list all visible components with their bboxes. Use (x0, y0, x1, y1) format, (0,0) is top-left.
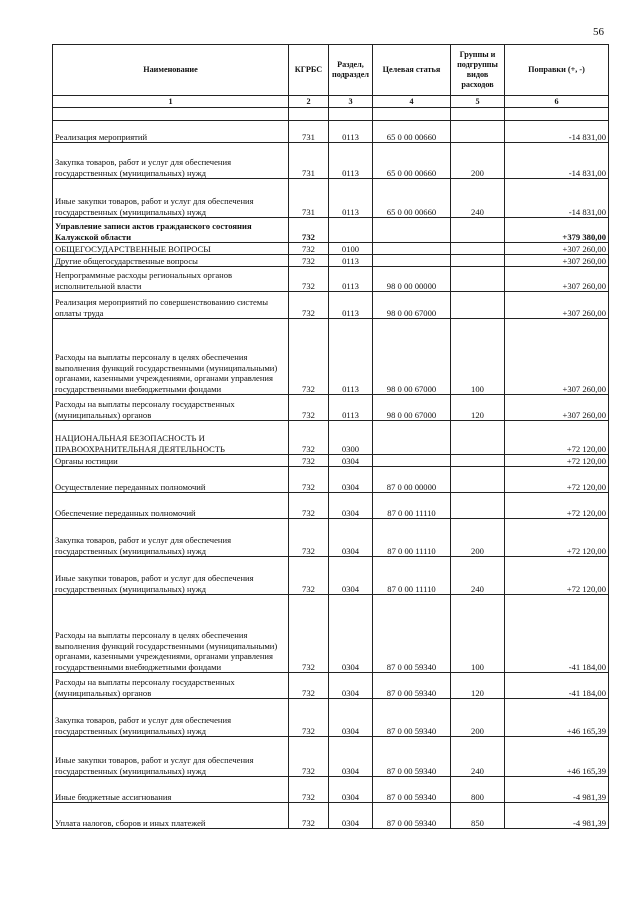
row-kgrbs: 732 (289, 267, 329, 292)
row-kgrbs: 732 (289, 319, 329, 395)
row-section: 0113 (329, 395, 373, 421)
row-kgrbs: 732 (289, 421, 329, 455)
table-row (53, 699, 609, 737)
page-number: 56 (593, 26, 604, 38)
header-section: Раздел, подраздел (329, 45, 373, 96)
row-amount: +72 120,00 (505, 493, 609, 519)
row-section: 0304 (329, 519, 373, 557)
row-amount: -4 981,39 (505, 803, 609, 829)
row-amount: -41 184,00 (505, 673, 609, 699)
table-row (53, 467, 609, 493)
row-section: 0304 (329, 455, 373, 467)
row-group: 800 (451, 777, 505, 803)
row-target: 98 0 00 67000 (373, 319, 451, 395)
row-section (329, 218, 373, 243)
row-name: Расходы на выплаты персоналу в целях обеспечения выполнения функций государственными (муниципальными) органами, казенными учреждениями, органами управления государственными внебюджетными фондами (53, 595, 289, 673)
row-name: Расходы на выплаты персоналу государственных (муниципальных) органов (53, 673, 289, 699)
row-section: 0100 (329, 243, 373, 255)
table-row (53, 179, 609, 218)
row-group (451, 467, 505, 493)
column-number: 4 (373, 96, 451, 108)
row-name: Закупка товаров, работ и услуг для обеспечения государственных (муниципальных) нужд (53, 699, 289, 737)
row-kgrbs: 732 (289, 673, 329, 699)
row-group: 100 (451, 595, 505, 673)
column-number: 5 (451, 96, 505, 108)
row-target: 98 0 00 00000 (373, 267, 451, 292)
row-kgrbs: 732 (289, 595, 329, 673)
row-amount: +307 260,00 (505, 319, 609, 395)
row-name: Органы юстиции (53, 455, 289, 467)
row-section: 0304 (329, 777, 373, 803)
row-amount: +307 260,00 (505, 395, 609, 421)
row-target (373, 243, 451, 255)
row-amount: +307 260,00 (505, 267, 609, 292)
table-row (53, 292, 609, 319)
table-row (53, 143, 609, 179)
row-target: 87 0 00 59340 (373, 673, 451, 699)
row-target: 87 0 00 11110 (373, 557, 451, 595)
table-row (53, 319, 609, 395)
row-kgrbs: 732 (289, 455, 329, 467)
row-group: 200 (451, 143, 505, 179)
row-amount: +307 260,00 (505, 292, 609, 319)
row-group (451, 292, 505, 319)
row-group: 200 (451, 519, 505, 557)
row-kgrbs: 732 (289, 493, 329, 519)
row-kgrbs: 731 (289, 121, 329, 143)
row-amount: -14 831,00 (505, 121, 609, 143)
column-number: 6 (505, 96, 609, 108)
row-target: 87 0 00 00000 (373, 467, 451, 493)
row-name: Осуществление переданных полномочий (53, 467, 289, 493)
row-kgrbs: 732 (289, 803, 329, 829)
header-amendments: Поправки (+, -) (505, 45, 609, 96)
header-kgrbs: КГРБС (289, 45, 329, 96)
row-target (373, 218, 451, 243)
row-name: Непрограммные расходы региональных органов исполнительной власти (53, 267, 289, 292)
row-name: Уплата налогов, сборов и иных платежей (53, 803, 289, 829)
table-row (53, 255, 609, 267)
row-group (451, 421, 505, 455)
table-row (53, 777, 609, 803)
row-group (451, 255, 505, 267)
row-section: 0304 (329, 673, 373, 699)
row-group: 100 (451, 319, 505, 395)
header-name: Наименование (53, 45, 289, 96)
row-amount: -41 184,00 (505, 595, 609, 673)
row-target: 87 0 00 59340 (373, 737, 451, 777)
table-row (53, 803, 609, 829)
column-number: 2 (289, 96, 329, 108)
table-row (53, 557, 609, 595)
row-group (451, 455, 505, 467)
row-group: 200 (451, 699, 505, 737)
table-row (53, 243, 609, 255)
table-row (53, 455, 609, 467)
row-amount: +72 120,00 (505, 455, 609, 467)
table-row (53, 737, 609, 777)
table-row (53, 421, 609, 455)
row-name: Обеспечение переданных полномочий (53, 493, 289, 519)
row-name: Реализация мероприятий по совершенствованию системы оплаты труда (53, 292, 289, 319)
row-amount: +46 165,39 (505, 737, 609, 777)
row-section: 0113 (329, 267, 373, 292)
spacer-cell (505, 108, 609, 121)
row-section: 0300 (329, 421, 373, 455)
table-body (53, 108, 609, 829)
row-kgrbs: 732 (289, 292, 329, 319)
row-kgrbs: 732 (289, 519, 329, 557)
row-target: 87 0 00 11110 (373, 493, 451, 519)
row-target (373, 255, 451, 267)
row-name: Иные закупки товаров, работ и услуг для обеспечения государственных (муниципальных) нужд (53, 737, 289, 777)
row-name: Закупка товаров, работ и услуг для обеспечения государственных (муниципальных) нужд (53, 519, 289, 557)
row-group: 120 (451, 395, 505, 421)
row-group: 120 (451, 673, 505, 699)
row-group (451, 243, 505, 255)
row-target: 65 0 00 00660 (373, 179, 451, 218)
table-row (53, 121, 609, 143)
spacer-row (53, 108, 609, 121)
row-target: 87 0 00 11110 (373, 519, 451, 557)
spacer-cell (373, 108, 451, 121)
row-section: 0304 (329, 595, 373, 673)
row-section: 0113 (329, 255, 373, 267)
table-row (53, 267, 609, 292)
row-section: 0113 (329, 121, 373, 143)
row-amount: +72 120,00 (505, 519, 609, 557)
row-target: 87 0 00 59340 (373, 803, 451, 829)
row-amount: +307 260,00 (505, 255, 609, 267)
header-groups: Группы и подгруппы видов расходов (451, 45, 505, 96)
row-target: 98 0 00 67000 (373, 395, 451, 421)
row-name: Иные бюджетные ассигнования (53, 777, 289, 803)
row-group: 240 (451, 179, 505, 218)
row-section: 0304 (329, 467, 373, 493)
row-target (373, 421, 451, 455)
row-group: 850 (451, 803, 505, 829)
table-row (53, 493, 609, 519)
row-target: 65 0 00 00660 (373, 121, 451, 143)
spacer-cell (451, 108, 505, 121)
row-kgrbs: 732 (289, 255, 329, 267)
row-name: Закупка товаров, работ и услуг для обеспечения государственных (муниципальных) нужд (53, 143, 289, 179)
spacer-cell (329, 108, 373, 121)
row-kgrbs: 732 (289, 737, 329, 777)
row-section: 0113 (329, 179, 373, 218)
row-name: Расходы на выплаты персоналу в целях обеспечения выполнения функций государственными (муниципальными) органами, казенными учреждениями, органами управления государственными внебюджетными фондами (53, 319, 289, 395)
row-amount: -4 981,39 (505, 777, 609, 803)
row-amount: +72 120,00 (505, 557, 609, 595)
row-section: 0304 (329, 557, 373, 595)
row-section: 0304 (329, 737, 373, 777)
row-group (451, 493, 505, 519)
column-number: 1 (53, 96, 289, 108)
row-name: Управление записи актов гражданского состояния Калужской области (53, 218, 289, 243)
row-name: ОБЩЕГОСУДАРСТВЕННЫЕ ВОПРОСЫ (53, 243, 289, 255)
column-number: 3 (329, 96, 373, 108)
row-amount: -14 831,00 (505, 143, 609, 179)
table-row (53, 395, 609, 421)
row-name: Иные закупки товаров, работ и услуг для обеспечения государственных (муниципальных) нужд (53, 179, 289, 218)
row-section: 0113 (329, 292, 373, 319)
row-section: 0304 (329, 493, 373, 519)
row-target: 65 0 00 00660 (373, 143, 451, 179)
row-name: НАЦИОНАЛЬНАЯ БЕЗОПАСНОСТЬ И ПРАВООХРАНИТЕЛЬНАЯ ДЕЯТЕЛЬНОСТЬ (53, 421, 289, 455)
row-target: 98 0 00 67000 (373, 292, 451, 319)
row-kgrbs: 731 (289, 179, 329, 218)
row-section: 0113 (329, 143, 373, 179)
row-kgrbs: 732 (289, 777, 329, 803)
row-target (373, 455, 451, 467)
row-group: 240 (451, 737, 505, 777)
row-group (451, 267, 505, 292)
row-kgrbs: 732 (289, 243, 329, 255)
row-target: 87 0 00 59340 (373, 777, 451, 803)
row-kgrbs: 732 (289, 467, 329, 493)
row-kgrbs: 732 (289, 218, 329, 243)
row-group (451, 218, 505, 243)
row-section: 0304 (329, 803, 373, 829)
budget-amendments-table (52, 44, 609, 829)
row-amount: -14 831,00 (505, 179, 609, 218)
row-section: 0304 (329, 699, 373, 737)
row-amount: +72 120,00 (505, 467, 609, 493)
row-name: Расходы на выплаты персоналу государственных (муниципальных) органов (53, 395, 289, 421)
column-number-row (53, 96, 609, 108)
table-row (53, 673, 609, 699)
row-target: 87 0 00 59340 (373, 699, 451, 737)
table-row (53, 595, 609, 673)
row-target: 87 0 00 59340 (373, 595, 451, 673)
row-group (451, 121, 505, 143)
row-amount: +307 260,00 (505, 243, 609, 255)
row-section: 0113 (329, 319, 373, 395)
spacer-cell (53, 108, 289, 121)
row-group: 240 (451, 557, 505, 595)
header-target: Целевая статья (373, 45, 451, 96)
row-kgrbs: 732 (289, 699, 329, 737)
row-amount: +379 380,00 (505, 218, 609, 243)
row-name: Реализация мероприятий (53, 121, 289, 143)
spacer-cell (289, 108, 329, 121)
row-amount: +46 165,39 (505, 699, 609, 737)
row-kgrbs: 732 (289, 395, 329, 421)
row-name: Иные закупки товаров, работ и услуг для обеспечения государственных (муниципальных) нужд (53, 557, 289, 595)
table-row (53, 519, 609, 557)
table-row (53, 218, 609, 243)
row-kgrbs: 731 (289, 143, 329, 179)
row-name: Другие общегосударственные вопросы (53, 255, 289, 267)
row-amount: +72 120,00 (505, 421, 609, 455)
row-kgrbs: 732 (289, 557, 329, 595)
